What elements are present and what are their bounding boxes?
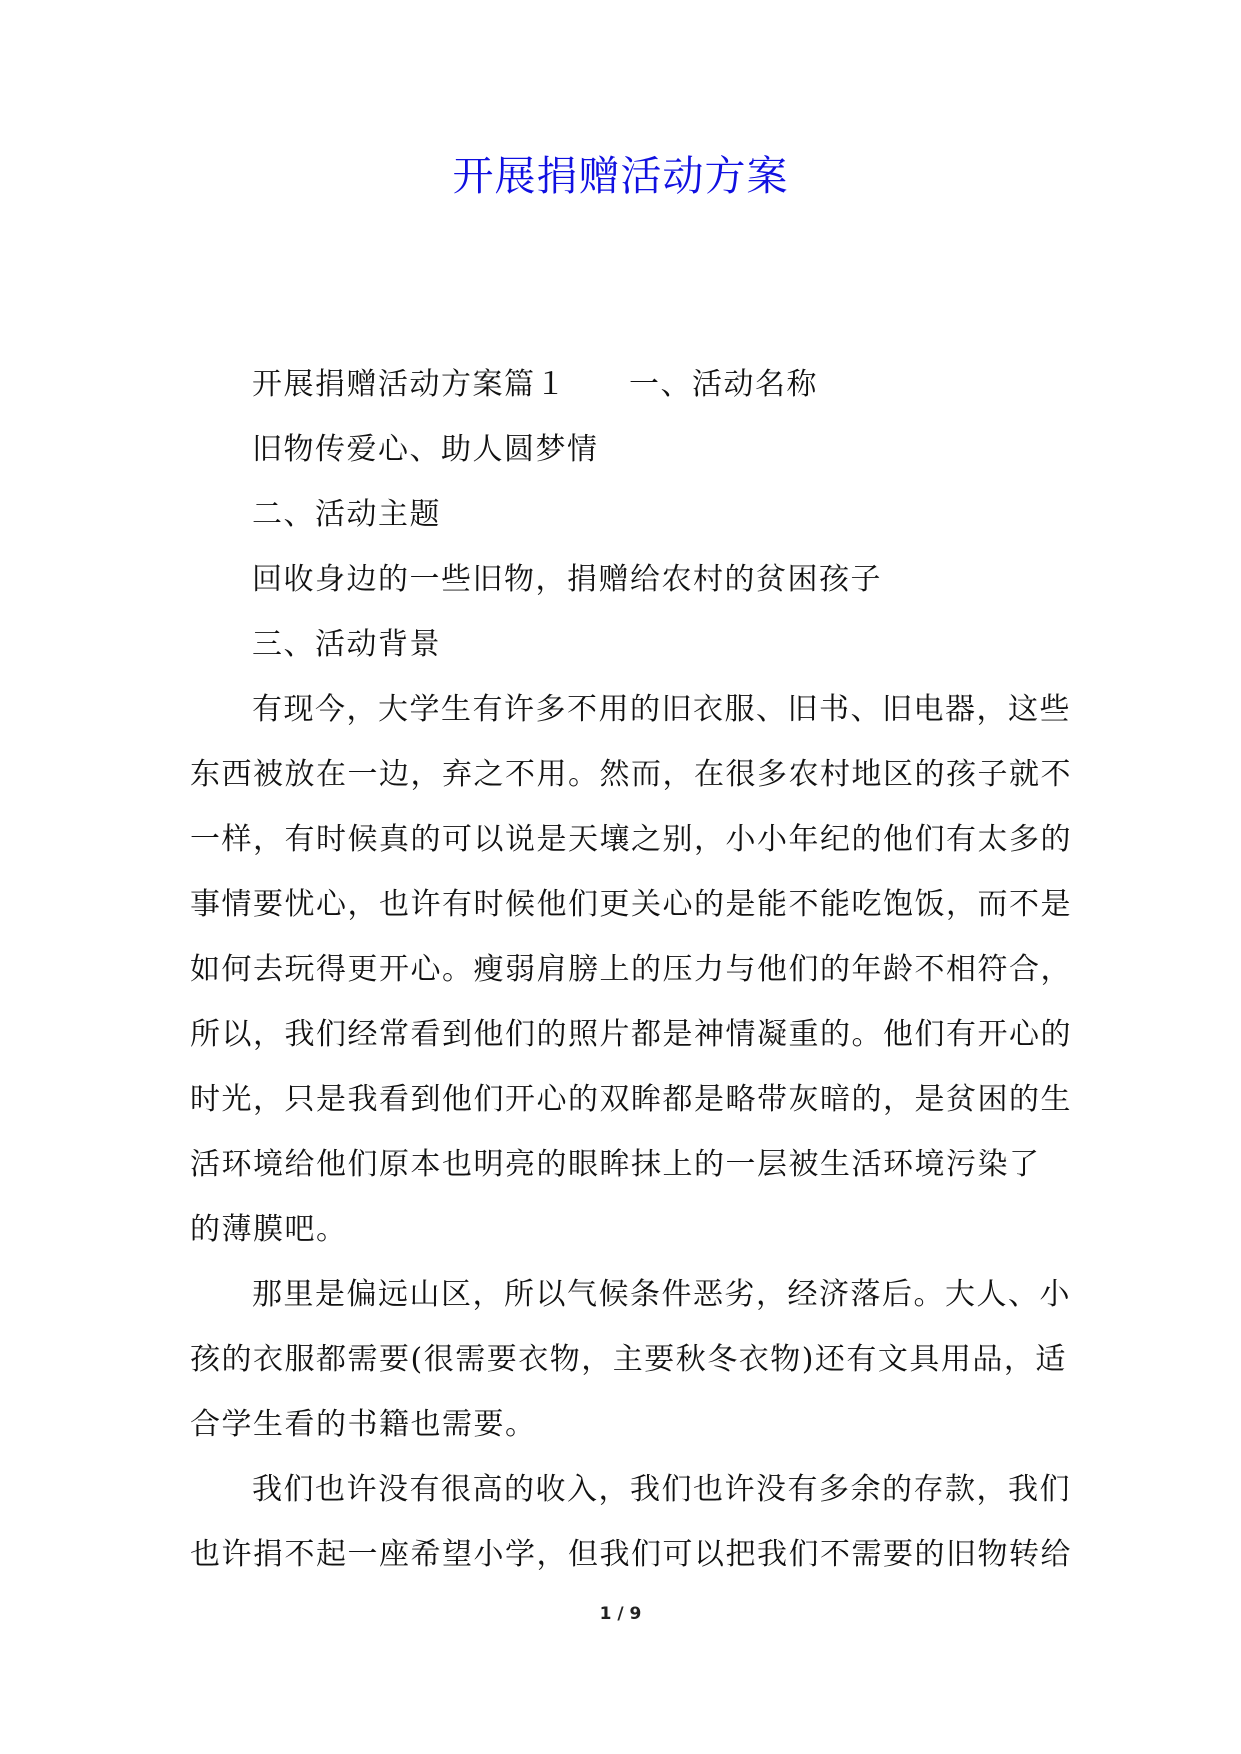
paragraph-line: 时光，只是我看到他们开心的双眸都是略带灰暗的，是贫困的生 bbox=[190, 1082, 1072, 1117]
paragraph-needs bbox=[190, 1262, 1071, 1457]
paragraph-line: 东西被放在一边，弃之不用。然而，在很多农村地区的孩子就不 bbox=[190, 757, 1072, 792]
paragraph-line: 也许捐不起一座希望小学，但我们可以把我们不需要的旧物转给 bbox=[190, 1537, 1072, 1572]
paragraph-background bbox=[190, 677, 1072, 1262]
paragraph-line: 所以，我们经常看到他们的照片都是神情凝重的。他们有开心的 bbox=[190, 1017, 1072, 1052]
paragraph-line: 有现今，大学生有许多不用的旧衣服、旧书、旧电器，这些 bbox=[252, 692, 1071, 727]
paragraph-line: 的薄膜吧。 bbox=[190, 1212, 348, 1247]
paragraph-line: 如何去玩得更开心。瘦弱肩膀上的压力与他们的年龄不相符合， bbox=[190, 952, 1072, 987]
paragraph-line: 活环境给他们原本也明亮的眼眸抹上的一层被生活环境污染了 bbox=[190, 1147, 1041, 1182]
document-body bbox=[190, 352, 1072, 1587]
page-number: 1 / 9 bbox=[599, 1604, 642, 1624]
activity-theme-text: 回收身边的一些旧物，捐赠给农村的贫困孩子 bbox=[252, 562, 882, 597]
paragraph-line: 事情要忧心，也许有时候他们更关心的是能不能吃饱饭，而不是 bbox=[190, 887, 1072, 922]
heading-activity-name: 一、活动名称 bbox=[629, 367, 818, 402]
heading-activity-theme: 二、活动主题 bbox=[252, 497, 441, 532]
paragraph-line: 我们也许没有很高的收入，我们也许没有多余的存款，我们 bbox=[252, 1472, 1071, 1507]
heading-activity-background: 三、活动背景 bbox=[252, 627, 441, 662]
paragraph-purpose bbox=[190, 1457, 1072, 1587]
paragraph-line: 那里是偏远山区，所以气候条件恶劣，经济落后。大人、小 bbox=[252, 1277, 1071, 1312]
section-label: 开展捐赠活动方案篇１ bbox=[252, 367, 567, 402]
paragraph-line: 一样，有时候真的可以说是天壤之别，小小年纪的他们有太多的 bbox=[190, 822, 1072, 857]
section-heading-line bbox=[190, 352, 1050, 417]
document-title: 开展捐赠活动方案 bbox=[452, 152, 789, 200]
paragraph-line: 孩的衣服都需要(很需要衣物，主要秋冬衣物)还有文具用品，适 bbox=[190, 1342, 1067, 1377]
paragraph-line: 合学生看的书籍也需要。 bbox=[190, 1407, 537, 1442]
activity-name-text: 旧物传爱心、助人圆梦情 bbox=[252, 432, 599, 467]
